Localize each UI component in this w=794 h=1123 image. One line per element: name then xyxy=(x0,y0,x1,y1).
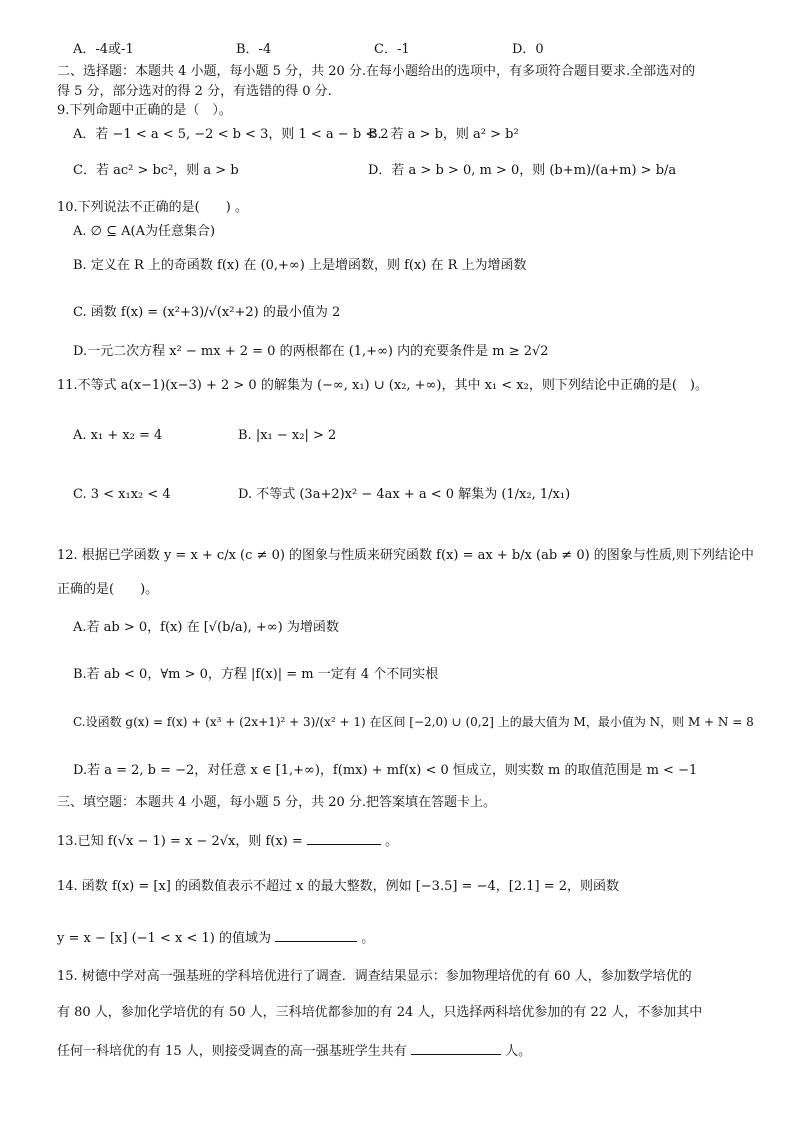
q15-answer-blank[interactable] xyxy=(411,1042,501,1055)
q12-stem-line1: 12. 根据已学函数 y = x + c/x (c ≠ 0) 的图象与性质来研究函数 f(x) = ax + b/x (ab ≠ 0) 的图象与性质,则下列结论中 xyxy=(57,548,754,563)
q15-end: 人。 xyxy=(505,1044,532,1059)
q15-line3 xyxy=(57,1042,531,1060)
q11-option-c: C. 3 < x₁x₂ < 4 xyxy=(73,487,171,502)
q8-option-a: A．-4或-1 xyxy=(73,42,134,57)
q12-option-d: D.若 a = 2, b = −2，对任意 x ∈ [1,+∞)，f(mx) + mf(x) < 0 恒成立，则实数 m 的取值范围是 m < −1 xyxy=(73,763,698,778)
q14-text: y = x − [x] (−1 < x < 1) 的值域为 xyxy=(57,931,271,946)
q14-answer-blank[interactable] xyxy=(275,929,357,942)
q10-option-c: C. 函数 f(x) = (x²+3)/√(x²+2) 的最小值为 2 xyxy=(73,305,341,320)
section2-line2: 得 5 分，部分选对的得 2 分，有选错的得 0 分. xyxy=(57,84,332,99)
q12-option-b: B.若 ab < 0，∀m > 0，方程 |f(x)| = m 一定有 4 个不同实根 xyxy=(73,667,439,682)
q14-line1: 14. 函数 f(x) = [x] 的函数值表示不超过 x 的最大整数，例如 [−3.5] = −4，[2.1] = 2，则函数 xyxy=(57,879,619,894)
q13-line xyxy=(57,832,398,850)
q10-option-d: D.一元二次方程 x² − mx + 2 = 0 的两根都在 (1,+∞) 内的充要条件是 m ≥ 2√2 xyxy=(73,344,549,359)
q11-option-d: D. 不等式 (3a+2)x² − 4ax + a < 0 解集为 (1/x₂, 1/x₁) xyxy=(238,487,571,502)
q11-option-a: A. x₁ + x₂ = 4 xyxy=(73,428,163,443)
q8-option-c: C．-1 xyxy=(374,42,410,57)
section2-line1: 二、选择题：本题共 4 小题，每小题 5 分，共 20 分.在每小题给出的选项中，有多项符合题目要求.全部选对的 xyxy=(57,64,696,79)
q13-answer-blank[interactable] xyxy=(307,832,381,845)
q11-stem: 11.不等式 a(x−1)(x−3) + 2 > 0 的解集为 (−∞, x₁) ∪ (x₂, +∞)，其中 x₁ < x₂，则下列结论中正确的是( )。 xyxy=(57,378,708,393)
q12-option-c: C.设函数 g(x) = f(x) + (x³ + (2x+1)² + 3)/(x² + 1) 在区间 [−2,0) ∪ (0,2] 上的最大值为 M，最小值为 N，则 M + N = 8 xyxy=(73,715,754,729)
q13-text: 13.已知 f(√x − 1) = x − 2√x，则 f(x) = xyxy=(57,834,303,849)
q13-end: 。 xyxy=(385,834,399,849)
q8-option-d: D．0 xyxy=(512,42,544,57)
q10-option-b: B. 定义在 R 上的奇函数 f(x) 在 (0,+∞) 上是增函数，则 f(x) 在 R 上为增函数 xyxy=(73,258,527,273)
q8-option-b: B．-4 xyxy=(236,42,272,57)
q9-option-d: D．若 a > b > 0, m > 0，则 (b+m)/(a+m) > b/a xyxy=(368,163,677,178)
q9-stem: 9.下列命题中正确的是（ ）。 xyxy=(57,103,232,118)
q9-option-a: A．若 −1 < a < 5, −2 < b < 3，则 1 < a − b < 2 xyxy=(73,127,389,142)
q15-line1: 15. 树德中学对高一强基班的学科培优进行了调查．调查结果显示：参加物理培优的有 60 人，参加数学培优的 xyxy=(57,969,692,984)
q15-text: 任何一科培优的有 15 人，则接受调查的高一强基班学生共有 xyxy=(57,1044,407,1059)
q12-option-a: A.若 ab > 0，f(x) 在 [√(b/a), +∞) 为增函数 xyxy=(73,620,339,635)
section3-heading: 三、填空题：本题共 4 小题，每小题 5 分，共 20 分.把答案填在答题卡上。 xyxy=(57,795,497,810)
q14-line2 xyxy=(57,929,374,947)
q10-option-a: A. ∅ ⊆ A(A为任意集合) xyxy=(73,224,216,239)
q15-line2: 有 80 人，参加化学培优的有 50 人，三科培优都参加的有 24 人，只选择两科培优参加的有 22 人，不参加其中 xyxy=(57,1005,703,1020)
q10-stem: 10.下列说法不正确的是( ) 。 xyxy=(57,200,248,215)
q9-option-c: C．若 ac² > bc²，则 a > b xyxy=(73,163,239,178)
q12-stem-line2: 正确的是( )。 xyxy=(57,582,159,597)
q9-option-b: B．若 a > b，则 a² > b² xyxy=(368,127,519,142)
q11-option-b: B. |x₁ − x₂| > 2 xyxy=(238,428,337,443)
q14-end: 。 xyxy=(361,931,375,946)
